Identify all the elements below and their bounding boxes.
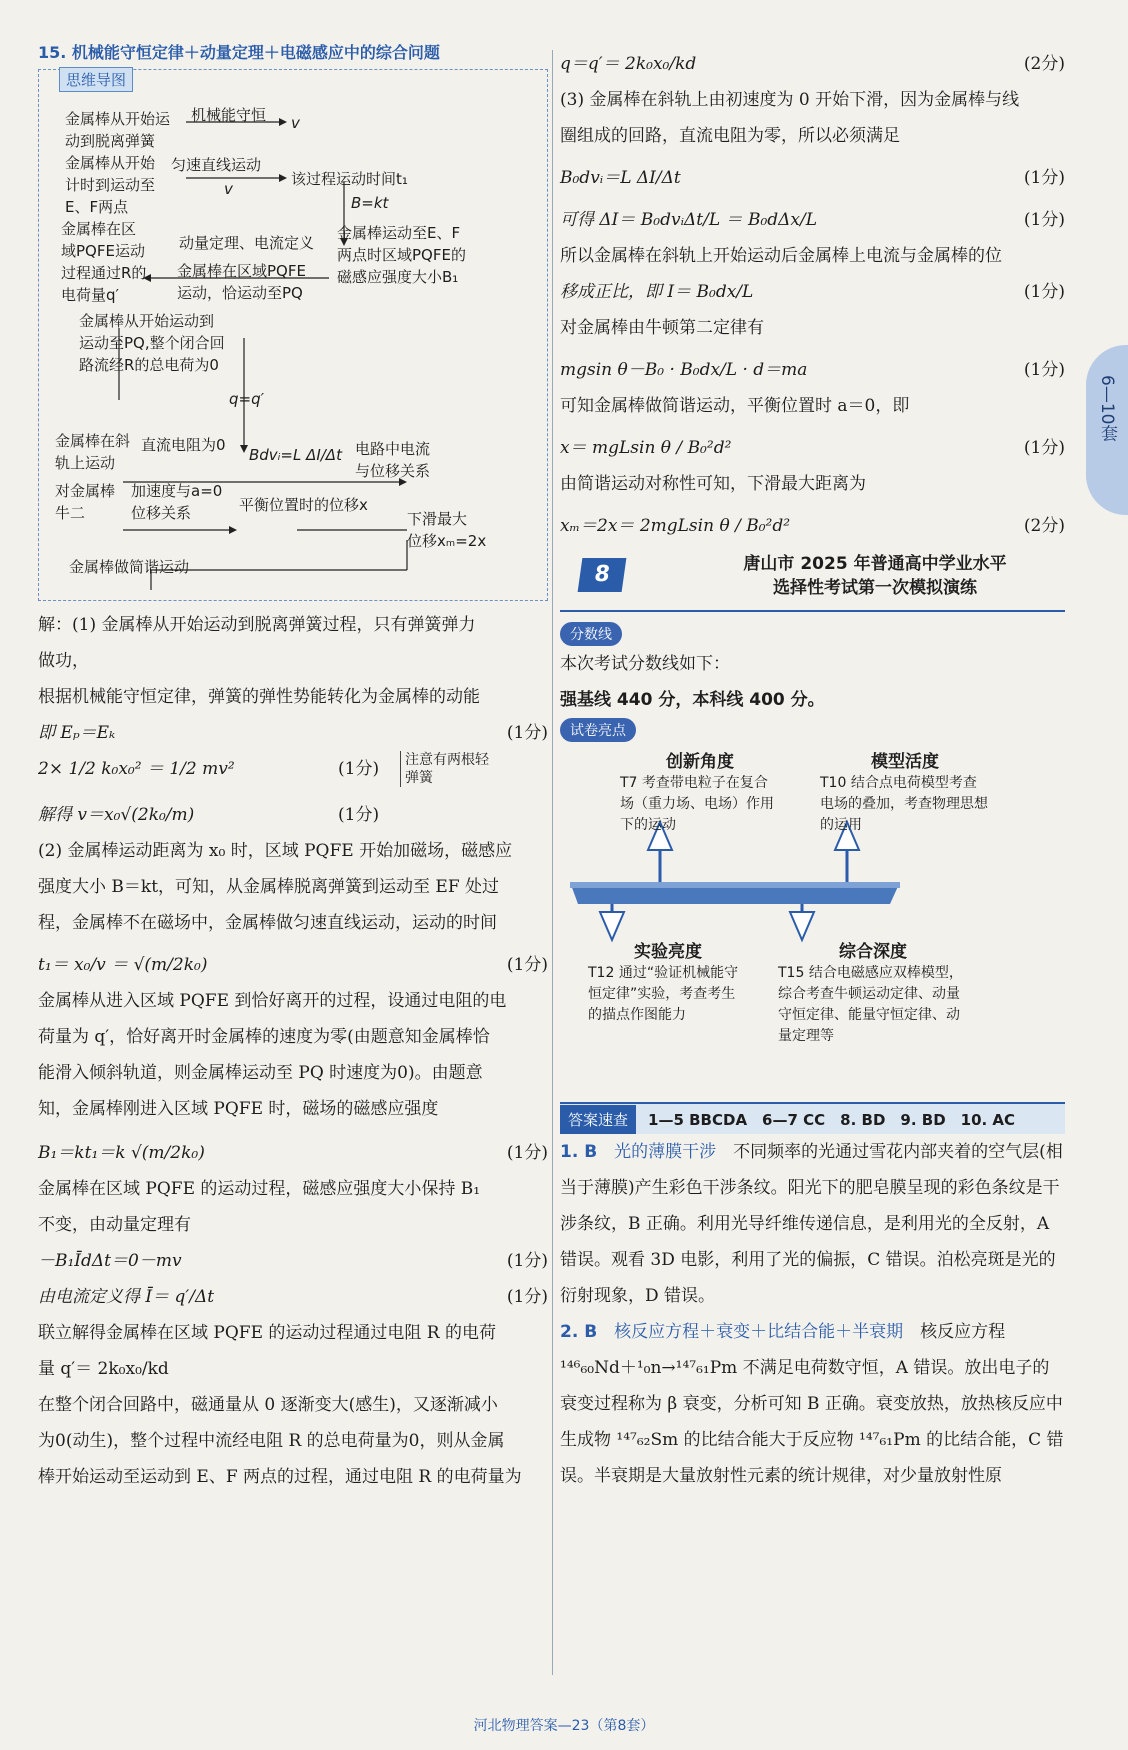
question-title: 15. 机械能守恒定律＋动量定理＋电磁感应中的综合问题 — [38, 43, 440, 62]
text-line: 即 Eₚ＝Eₖ (1分) — [38, 715, 548, 751]
mm-node: 金属棒在斜 轨上运动 — [55, 432, 131, 472]
mm-label: 动量定理、电流定义 — [179, 234, 315, 252]
mm-label: 匀速直线运动 — [171, 156, 262, 174]
score: (1分) — [506, 955, 548, 975]
answer-item-1: 1. B 光的薄膜干涉 不同频率的光通过雪花内部夹着的空气层(相当于薄膜)产生彩色干涉条纹。阳光下的肥皂膜呈现的彩色条纹是干涉条纹，B 正确。利用光导纤维传递信息，是利用光的全反射，A 错误。观看 3D 电影，利用了光的偏振，C 错误。泊松亮斑是光的衍射现象，D 错误。 — [560, 1142, 1063, 1306]
mind-map-tag: 思维导图 — [59, 67, 133, 92]
mm-node: 金属棒从开始运 动到脱离弹簧 — [65, 110, 171, 150]
text-line: 程，金属棒不在磁场中，金属棒做匀速直线运动，运动的时间 — [38, 913, 497, 933]
score: (1分) — [338, 805, 380, 825]
formula-line: －B₁ĪdΔt＝0－mv (1分) — [38, 1243, 548, 1279]
mm-label: 金属棒在区域PQFE 运动，恰运动至PQ — [177, 262, 306, 302]
mm-result: 该过程运动时间t₁ — [291, 170, 408, 188]
mm-node: 金属棒做简谐运动 — [69, 558, 190, 576]
formula-line: x＝ mgLsin θ / B₀²d² (1分) — [560, 430, 1065, 466]
formula-line: q＝q′＝ 2k₀x₀/kd (2分) — [560, 46, 1065, 82]
chapter-tab: 6—10套 — [1086, 345, 1128, 515]
text-line: 对金属棒由牛顿第二定律有 — [560, 318, 764, 338]
margin-note: 注意有两根轻弹簧 — [400, 751, 495, 787]
exam-number-badge: 8 — [578, 558, 627, 592]
score: (1分) — [1023, 438, 1065, 458]
mm-label: 直流电阻为0 — [141, 436, 226, 454]
score: (1分) — [1023, 360, 1065, 380]
formula-line: 可得 ΔI＝ B₀dvᵢΔt/L ＝ B₀dΔx/L (1分) — [560, 202, 1065, 238]
highlight-experiment: 实验亮度 T12 通过“验证机械能守恒定律”实验，考查考生的描点作图能力 — [588, 942, 739, 1023]
text-line: 为0(动生)，整个过程中流经电阻 R 的总电荷量为0，则从金属 — [38, 1431, 505, 1451]
text-line: 强度大小 B＝kt，可知，从金属棒脱离弹簧到运动至 EF 处过 — [38, 877, 500, 897]
left-solution — [38, 607, 548, 1495]
score: (1分) — [338, 759, 380, 779]
answer-list: 1—5 BBCDA 6—7 CC 8. BD 9. BD 10. AC — [648, 1110, 1016, 1129]
score: (1分) — [506, 723, 548, 743]
text-line: 可知金属棒做简谐运动，平衡位置时 a＝0，即 — [560, 396, 910, 416]
text-line: 由简谐运动对称性可知，下滑最大距离为 — [560, 474, 866, 494]
highlight-comprehensive: 综合深度 T15 结合电磁感应双棒模型，综合考查牛顿运动定律、动量守恒定律、能量守恒定律、动量定理等 — [778, 942, 963, 1044]
header-rule — [560, 610, 1065, 612]
text-line: 棒开始运动至运动到 E、F 两点的过程，通过电阻 R 的电荷量为 — [38, 1467, 522, 1487]
column-divider — [552, 50, 553, 1675]
mm-label: 加速度与a=0 位移关系 — [131, 482, 223, 522]
exam-section-header — [560, 552, 1065, 612]
right-column — [560, 40, 1065, 1494]
highlight-model: 模型活度 T10 结合点电荷模型考查电场的叠加，考查物理思想的运用 — [820, 752, 988, 833]
page-footer: 河北物理答案—23（第8套） — [473, 1718, 655, 1734]
mm-formula: Bdvᵢ=L ΔI/Δt — [249, 446, 342, 464]
highlight-tag: 试卷亮点 — [560, 718, 636, 742]
score: (2分) — [1023, 516, 1065, 536]
answer-quick-check — [560, 1102, 1065, 1134]
text-line: 能滑入倾斜轨道，则金属棒运动至 PQ 时速度为0)。由题意 — [38, 1063, 483, 1083]
mm-label: q=q′ — [229, 390, 265, 408]
score: (1分) — [1023, 282, 1065, 302]
mm-node: 金属棒在区 域PQFE运动 过程通过R的 电荷量q′ — [61, 220, 147, 304]
formula-line: 移成正比，即 I＝ B₀dx/L (1分) — [560, 274, 1065, 310]
text-line: 荷量为 q′，恰好离开时金属棒的速度为零(由题意知金属棒恰 — [38, 1027, 490, 1047]
formula-line: B₀dvᵢ＝L ΔI/Δt (1分) — [560, 160, 1065, 196]
score: (2分) — [1023, 54, 1065, 74]
text-line: 根据机械能守恒定律，弹簧的弹性势能转化为金属棒的动能 — [38, 687, 480, 707]
formula-line: 由电流定义得 Ī＝ q′/Δt (1分) — [38, 1279, 548, 1315]
highlight-innovation: 创新角度 T7 考查带电粒子在复合场（重力场、电场）作用下的运动 — [620, 752, 774, 833]
mm-node: 金属棒从开始运动到 运动至PQ,整个闭合回 路流经R的总电荷为0 — [79, 312, 225, 374]
score: (1分) — [1023, 168, 1065, 188]
answer-tag: 答案速查 — [560, 1105, 636, 1134]
formula-line: xₘ＝2x＝ 2mgLsin θ / B₀²d² (2分) — [560, 508, 1065, 544]
score-line-tag: 分数线 — [560, 622, 622, 646]
formula-line: t₁＝ x₀/v ＝ √(m/2k₀) (1分) — [38, 947, 548, 983]
text-line: 联立解得金属棒在区域 PQFE 的运动过程通过电阻 R 的电荷 — [38, 1323, 496, 1343]
text-line: 圈组成的回路，直流电阻为零，所以必须满足 — [560, 126, 900, 146]
text-line: (3) 金属棒在斜轨上由初速度为 0 开始下滑，因为金属棒与线 — [560, 90, 1020, 110]
formula-line: 解得 v＝x₀√(2k₀/m) (1分) — [38, 797, 548, 833]
exam-title: 唐山市 2025 年普通高中学业水平 选择性考试第一次模拟演练 — [743, 554, 1007, 598]
mm-label: B=kt — [351, 194, 389, 212]
left-column — [38, 40, 548, 1495]
text-line: 在整个闭合回路中，磁通量从 0 逐渐变大(感生)，又逐渐减小 — [38, 1395, 498, 1415]
score: (1分) — [506, 1251, 548, 1271]
formula-line: 量 q′＝ 2k₀x₀/kd — [38, 1359, 169, 1379]
mm-label: v — [224, 180, 233, 198]
mm-label: 平衡位置时的位移x — [239, 496, 368, 514]
score-line: 强基线 440 分，本科线 400 分。 — [560, 690, 825, 710]
highlight-diagram — [560, 742, 1065, 1102]
score: (1分) — [506, 1287, 548, 1307]
text-line: 金属棒从进入区域 PQFE 到恰好离开的过程，设通过电阻的电 — [38, 991, 507, 1011]
text-line: 知，金属棒刚进入区域 PQFE 时，磁场的磁感应强度 — [38, 1099, 439, 1119]
text-line: 金属棒在区域 PQFE 的运动过程，磁感应强度大小保持 B₁ — [38, 1179, 481, 1199]
text-line: (2) 金属棒运动距离为 x₀ 时，区域 PQFE 开始加磁场，磁感应 — [38, 841, 513, 861]
text-line: 做功， — [38, 651, 89, 671]
score: (1分) — [1023, 210, 1065, 230]
score: (1分) — [506, 1143, 548, 1163]
mm-node: 金属棒运动至E、F 两点时区域PQFE的 磁感应强度大小B₁ — [337, 224, 466, 286]
text-line: 不变，由动量定理有 — [38, 1215, 191, 1235]
text-line: 所以金属棒在斜轨上开始运动后金属棒上电流与金属棒的位 — [560, 246, 1002, 266]
mm-result: v — [291, 114, 300, 132]
mm-node: 电路中电流 与位移关系 — [355, 440, 431, 480]
formula-line: 2× 1/2 k₀x₀² ＝ 1/2 mv² (1分) 注意有两根轻弹簧 — [38, 751, 548, 787]
formula-line: B₁＝kt₁＝k √(m/2k₀) (1分) — [38, 1135, 548, 1171]
formula-line: mgsin θ－B₀ · B₀dx/L · d＝ma (1分) — [560, 352, 1065, 388]
mm-node: 对金属棒 牛二 — [55, 482, 116, 522]
answer-item-2: 2. B 核反应方程＋衰变＋比结合能＋半衰期 核反应方程 ¹⁴⁶₆₀Nd＋¹₀n→¹⁴⁷₆₁Pm 不满足电荷数守恒，A 错误。放出电子的衰变过程称为 β 衰变，分析可知 B 正确。衰变放热，放热核反应中生成物 ¹⁴⁷₆₂Sm 的比结合能大于反应物 ¹⁴⁷₆₁Pm 的比结合能，C 错误。半衰期是大量放射性元素的统计规律，对少量放射性原 — [560, 1322, 1064, 1486]
mm-label: 机械能守恒 — [191, 106, 267, 124]
text-line: 解：(1) 金属棒从开始运动到脱离弹簧过程，只有弹簧弹力 — [38, 615, 476, 635]
mm-result: 下滑最大 位移xₘ=2x — [407, 510, 487, 550]
text-line: 本次考试分数线如下： — [560, 654, 730, 674]
mm-node: 金属棒从开始 计时到运动至 E、F两点 — [65, 154, 156, 216]
mind-map — [38, 69, 548, 601]
